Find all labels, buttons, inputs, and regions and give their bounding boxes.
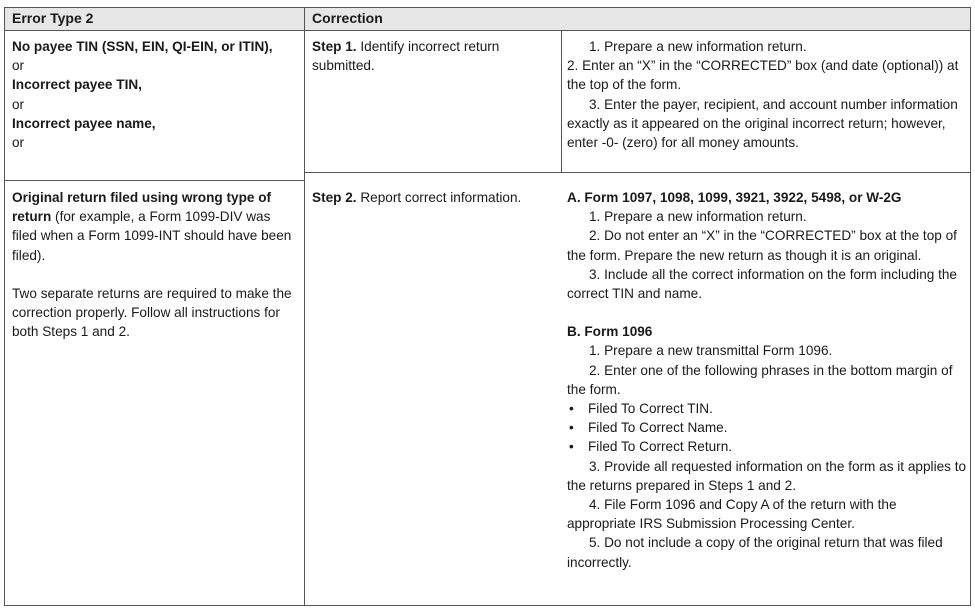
or-text: or: [12, 96, 25, 112]
step1-item: 3. Enter the payer, recipient, and account number information exactly as it appeared on the original incorrect return; however, enter -0- (zero) for all money amounts.: [567, 96, 958, 151]
two-returns-note: Two separate returns are required to make the correction properly. Follow all instructions for both Steps 1 and 2.: [12, 285, 292, 340]
step1-item: 1. Prepare a new information return.: [589, 39, 807, 54]
section-b-item: 4. File Form 1096 and Copy A of the return with the appropriate IRS Submission Processing Center.: [567, 497, 897, 532]
row-divider: [304, 172, 970, 173]
wrong-return-type-example: (for example, a Form 1099-DIV was filed when a Form 1099-INT should have been filed).: [12, 209, 292, 263]
error-incorrect-tin: Incorrect payee TIN,: [12, 77, 142, 93]
row-divider: [5, 180, 304, 181]
error-no-payee-tin: No payee TIN (SSN, EIN, QI-EIN, or ITIN),: [12, 39, 273, 54]
column-divider: [304, 8, 305, 605]
phrase-bullet: • Filed To Correct Name.: [567, 418, 967, 437]
step2-text: Report correct information.: [356, 190, 522, 205]
wrong-return-type-title: Original return filed using wrong type of return: [12, 190, 272, 225]
step1-label: Step 1.: [312, 39, 357, 54]
section-b-item: 3. Provide all requested information on the form as it applies to the returns prepared in Steps 1 and 2.: [567, 458, 967, 493]
phrase-bullet: • Filed To Correct TIN.: [567, 399, 967, 418]
section-b-title: B. Form 1096: [567, 324, 653, 340]
section-b-item: 1. Prepare a new transmittal Form 1096.: [589, 343, 833, 359]
correction-table: [4, 7, 971, 606]
step2-label: Step 2.: [312, 190, 357, 205]
step1-instructions: [567, 37, 967, 152]
section-b-item: 5. Do not include a copy of the original return that was filed incorrectly.: [567, 535, 943, 570]
section-a-title: A. Form 1097, 1098, 1099, 3921, 3922, 5498, or W-2G: [567, 190, 902, 205]
or-text: or: [12, 58, 25, 74]
step1-text: Identify incorrect return submitted.: [312, 39, 500, 74]
header-error-type: Error Type 2: [12, 10, 94, 26]
step2-instructions: [567, 188, 967, 572]
wrong-return-type-cell: [12, 188, 297, 341]
header-correction: Correction: [312, 10, 383, 26]
section-a-item: 3. Include all the correct information on the form including the correct TIN and name.: [567, 266, 957, 302]
table-header-row: [5, 8, 970, 31]
section-b-item: 2. Enter one of the following phrases in the bottom margin of the form.: [567, 362, 953, 397]
column-divider: [561, 30, 562, 172]
section-a-item: 2. Do not enter an “X” in the “CORRECTED” box at the top of the form. Prepare the new return as though it is an original.: [567, 228, 957, 263]
step1-item: 2. Enter an “X” in the “CORRECTED” box (and date (optional)) at the top of the form.: [567, 58, 959, 93]
step2-label-cell: [312, 188, 562, 207]
step1-label-cell: [312, 37, 552, 75]
phrase-bullet: • Filed To Correct Return.: [567, 437, 967, 456]
error-incorrect-name: Incorrect payee name,: [12, 115, 156, 131]
or-text: or: [12, 135, 25, 151]
section-a-item: 1. Prepare a new information return.: [589, 209, 807, 225]
error-conditions-cell: [12, 37, 297, 152]
